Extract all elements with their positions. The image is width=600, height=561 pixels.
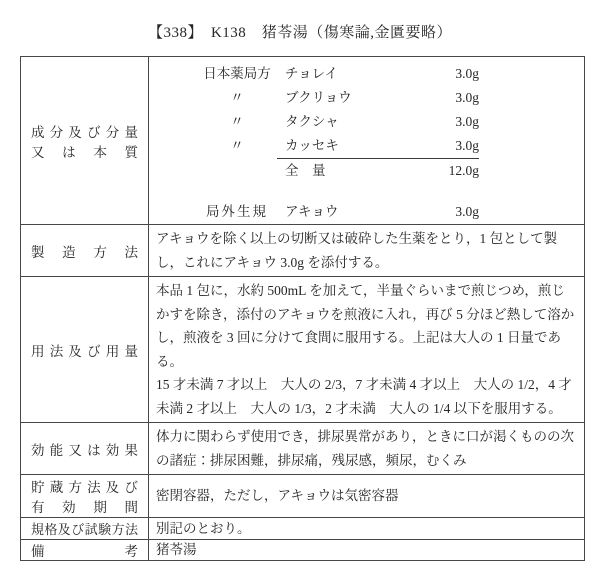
ingredient-source [197,159,277,183]
table-row-remarks [21,540,585,561]
row-label-storage [21,475,149,518]
ingredient-amount: 3.0g [455,114,479,129]
ingredient-amount: 3.0g [455,90,479,105]
row-label-efficacy [21,423,149,475]
ingredient-row [197,110,479,134]
row-label-line: 又は本質 [31,144,138,160]
row-label-specification [21,518,149,540]
row-label-remarks [21,540,149,561]
row-label-line: 製造方法 [31,244,138,260]
ingredient-name: チョレイ [285,66,338,81]
usage-text: 本品 1 包に，水約 500mL を加えて，半量ぐらいまで煎じつめ，煎じかすを除き，添付のアキョウを煎液に入れ，再び 5 分ほど熱して溶かし，煎液を 3 回に分けて食間に服用する。上記は大人の 1 日量である。 [156,283,575,369]
ingredient-row [197,134,479,159]
ingredient-name: カッセキ [277,134,417,159]
total-row [197,159,479,183]
usage-age-text: 15 才未満 7 才以上 大人の 2/3，7 才未満 4 才以上 大人の 1/2，4 才未満 2 才以上 大人の 1/3，2 才未満 大人の 1/4 以下を服用する。 [156,377,572,416]
ingredient-row [197,62,479,86]
manufacturing-text: アキョウを除く以上の切断又は破砕した生薬をとり，1 包として製し，これにアキョウ 3.0g を添付する。 [149,225,585,277]
ingredient-row [197,200,479,224]
row-label-manufacturing [21,225,149,277]
table-row-usage [21,277,585,423]
ditto-mark: 〃 [230,138,244,153]
row-label-composition [21,57,149,225]
row-label-line: 備考 [31,544,138,559]
page-title: 【338】 K138 猪苓湯（傷寒論,金匱要略） [147,25,453,41]
ingredient-source: 局外生規 [206,204,268,219]
row-label-line: 効能又は効果 [31,442,138,458]
table-row-manufacturing [21,225,585,277]
table-row-specification [21,518,585,540]
table-row-efficacy [21,423,585,475]
efficacy-text: 体力に関わらず使用でき，排尿異常があり，ときに口が渇くものの次の諸症：排尿困難，排尿痛，残尿感，頻尿，むくみ [149,423,585,475]
specification-text: 別記のとおり。 [149,518,585,540]
ditto-mark: 〃 [230,90,244,105]
row-label-line: 規格及び試験方法 [31,523,138,537]
usage-cell [149,277,585,423]
total-amount: 12.0g [448,163,479,178]
ingredient-list [197,62,479,224]
ingredient-name: タクシャ [285,114,339,129]
row-label-line: 貯蔵方法及び [31,480,138,495]
ingredient-source: 日本薬局方 [203,66,271,81]
ingredient-amount: 3.0g [455,204,479,219]
spec-table [20,56,585,561]
table-row-storage [21,475,585,518]
table-row-composition [21,57,585,225]
ditto-mark: 〃 [230,114,244,129]
spacer [197,183,479,200]
ingredient-amount: 3.0g [455,66,479,81]
ingredient-name: アキョウ [285,204,339,219]
remarks-text: 猪苓湯 [149,540,585,561]
ingredient-amount: 3.0g [417,134,479,159]
row-label-line: 用法及び用量 [31,343,138,359]
row-label-line: 有効期間 [31,500,138,515]
ingredient-row [197,86,479,110]
ingredient-name: ブクリョウ [285,90,352,105]
row-label-usage [21,277,149,423]
storage-text: 密閉容器，ただし，アキョウは気密容器 [149,475,585,518]
total-label: 全 量 [285,163,326,178]
composition-cell [149,57,585,225]
row-label-line: 成分及び分量 [31,124,138,140]
